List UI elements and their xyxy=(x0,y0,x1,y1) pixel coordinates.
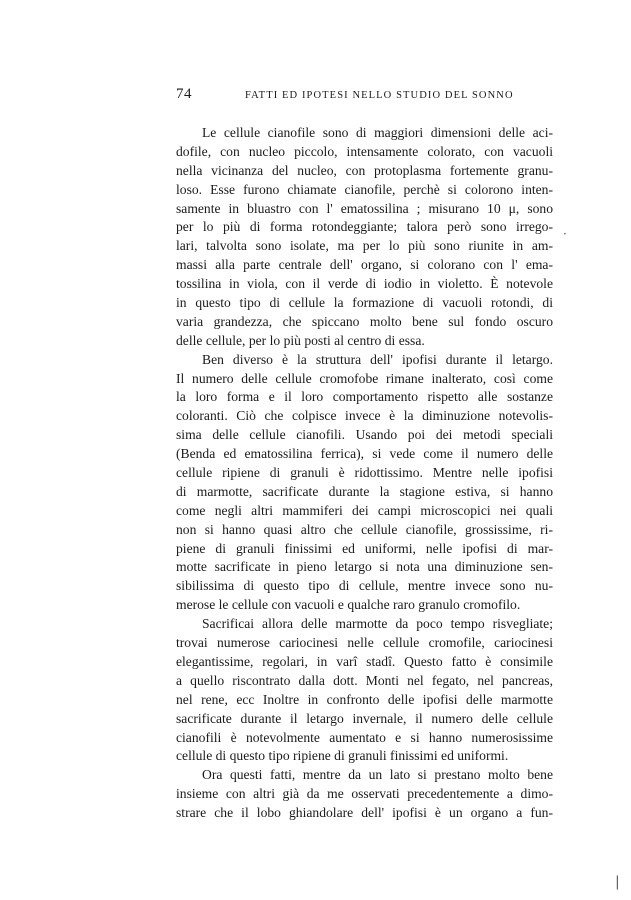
text-line: la loro forma e il loro comportamento rispetto alle sostanze xyxy=(176,389,553,405)
text-line: samente in bluastro con l' ematossilina ; misurano 10 μ, sono xyxy=(176,200,553,216)
text-line: Le cellule cianofile sono di maggiori dimensioni delle aci- xyxy=(202,125,553,140)
text-line: nel rene, ecc Inoltre in confronto delle ipofisi delle marmotte xyxy=(176,691,553,707)
text-line: non si hanno quasi altro che cellule cianofile, grossissime, ri- xyxy=(176,521,553,537)
text-line: loso. Esse furono chiamate cianofile, perchè si colorono inten- xyxy=(176,181,553,197)
text-line: merose le cellule con vacuoli e qualche raro granulo cromofilo. xyxy=(176,597,521,613)
text-line: in questo tipo di cellule la formazione di vacuoli rotondi, di xyxy=(176,295,553,311)
text-line: sibilissima di questo tipo di cellule, mentre invece sono nu- xyxy=(176,578,553,594)
text-line: sima delle cellule cianofili. Usando poi dei metodi speciali xyxy=(176,427,553,443)
text-line: trovai numerose cariocinesi nelle cellule cromofile, cariocinesi xyxy=(176,635,553,651)
body-text xyxy=(176,124,553,823)
text-line: lari, talvolta sono isolate, ma per lo più sono riunite in am- xyxy=(176,238,553,254)
text-line: cellule ripiene di granuli è ridottissimo. Mentre nelle ipofisi xyxy=(176,465,553,481)
text-line: Sacrificai allora delle marmotte da poco tempo risvegliate; xyxy=(202,616,553,632)
text-line: Il numero delle cellule cromofobe rimane inalterato, così come xyxy=(176,370,553,386)
text-line: insieme con altri già da me osservati precedentemente a dimo- xyxy=(176,786,553,802)
text-line: di marmotte, sacrificate durante la stagione estiva, si hanno xyxy=(176,483,553,499)
text-line: delle cellule, per lo più posti al centro di essa. xyxy=(176,332,425,348)
text-line: strare che il lobo ghiandolare dell' ipofisi è un organo a fun- xyxy=(176,805,553,821)
page-number: 74 xyxy=(176,86,192,102)
margin-bar-mark: | xyxy=(615,874,620,890)
text-line: coloranti. Ciò che colpisce invece è la diminuzione notevolis- xyxy=(176,408,553,424)
running-head: FATTI ED IPOTESI NELLO STUDIO DEL SONNO xyxy=(245,90,514,101)
text-line: motte sacrificate in pieno letargo si nota una diminuzione sen- xyxy=(176,559,553,575)
margin-dot-mark: · xyxy=(563,227,567,241)
text-line: nella vicinanza del nucleo, con protoplasma fortemente granu- xyxy=(176,162,553,178)
text-line: come negli altri mammiferi dei campi microscopici nei quali xyxy=(176,502,553,518)
text-line: elegantissime, regolari, in varî stadî. Questo fatto è consimile xyxy=(176,653,553,669)
text-line: massi alla parte centrale dell' organo, si colorano con l' ema- xyxy=(176,257,553,273)
text-line: Ora questi fatti, mentre da un lato si prestano molto bene xyxy=(202,767,553,783)
text-line: tossilina in viola, con il verde di iodio in violetto. È notevole xyxy=(176,276,553,292)
text-line: piene di granuli finissimi ed uniformi, nelle ipofisi di mar- xyxy=(176,540,553,556)
text-line: sacrificate durante il letargo invernale, il numero delle cellule xyxy=(176,710,553,726)
text-line: (Benda ed ematossilina ferrica), si vede come il numero delle xyxy=(176,446,553,462)
text-line: cianofili è notevolmente aumentato e si hanno numerosissime xyxy=(176,729,553,745)
text-line: Ben diverso è la struttura dell' ipofisi durante il letargo. xyxy=(202,351,553,367)
text-line: varia grandezza, che spiccano molto bene sul fondo oscuro xyxy=(176,313,553,329)
text-line: per lo più di forma rotondeggiante; talora però sono irrego- xyxy=(176,219,553,235)
text-line: cellule di questo tipo ripiene di granuli finissimi ed uniformi. xyxy=(176,748,509,764)
text-line: dofile, con nucleo piccolo, intensamente colorato, con vacuoli xyxy=(176,143,553,159)
text-line: a quello riscontrato dalla dott. Monti nel fegato, nel pancreas, xyxy=(176,672,553,688)
